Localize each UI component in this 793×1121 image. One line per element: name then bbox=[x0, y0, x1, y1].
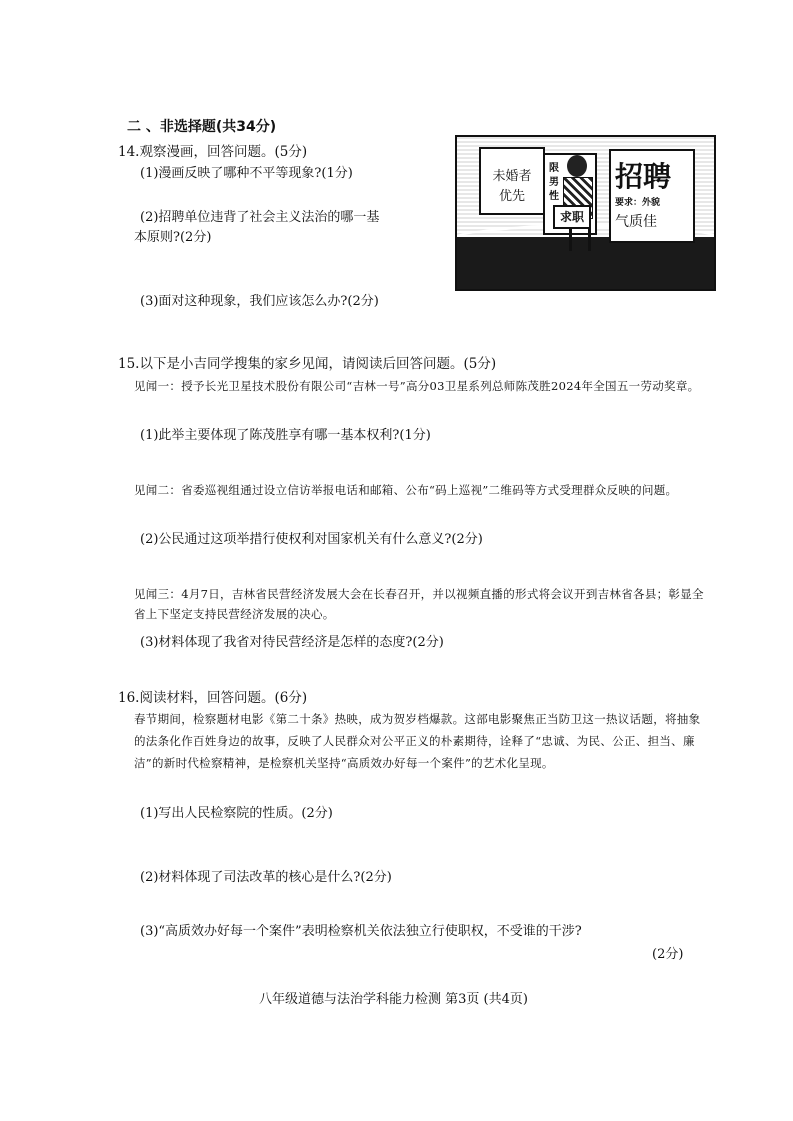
sign-left-line2: 优先 bbox=[498, 189, 525, 204]
q16-sub3-score: (2分) bbox=[652, 947, 684, 962]
sign-mid-line1: 限 bbox=[549, 163, 559, 174]
sign-unmarried-first bbox=[479, 147, 545, 215]
sign-mid-line2: 男 bbox=[549, 177, 559, 188]
cartoon-image bbox=[455, 135, 716, 291]
sign-right-requirement: 要求：外貌 bbox=[615, 198, 661, 208]
q16-material: 春节期间，检察题材电影《第二十条》热映，成为贺岁档爆款。这部电影聚焦正当防卫这一热议话题，将抽象的法条化作百姓身边的故事，反映了人民群众对公平正义的朴素期待，诠释了“忠诚、为民、公正、担当、廉洁”的新时代检察精神，是检察机关坚持“高质效办好每一个案件”的艺术化呈现。 bbox=[134, 712, 701, 770]
q15-material2: 见闻二：省委巡视组通过设立信访举报电话和邮箱、公布“码上巡视”二维码等方式受理群众反映的问题。 bbox=[134, 483, 678, 497]
q16-stem: 16.阅读材料，回答问题。(6分) bbox=[118, 690, 308, 706]
q16-sub1: (1)写出人民检察院的性质。(2分) bbox=[140, 806, 333, 821]
q14-sub1: (1)漫画反映了哪种不平等现象?(1分) bbox=[140, 166, 353, 181]
job-seeker-sign: 求职 bbox=[553, 205, 591, 229]
section-title: 二 、非选择题(共34分) bbox=[127, 119, 277, 135]
q14-sub2-line1: (2)招聘单位违背了社会主义法治的哪一基 bbox=[140, 210, 380, 225]
q15-stem: 15.以下是小吉同学搜集的家乡见闻，请阅读后回答问题。(5分) bbox=[118, 356, 497, 372]
job-seeker-head bbox=[567, 155, 587, 177]
q15-material3: 见闻三：4月7日，吉林省民营经济发展大会在长春召开，并以视频直播的形式将会议开到吉林省各县；彰显全省上下坚定支持民营经济发展的决心。 bbox=[134, 587, 704, 621]
sign-right-title: 招聘 bbox=[615, 160, 672, 193]
q15-material1: 见闻一：授予长光卫星技术股份有限公司“吉林一号”高分03卫星系列总师陈茂胜2024年全国五一劳动奖章。 bbox=[134, 379, 700, 393]
q15-sub3: (3)材料体现了我省对待民营经济是怎样的态度?(2分) bbox=[140, 635, 444, 650]
sign-mid-line3: 性 bbox=[549, 191, 559, 202]
q16-sub3: (3)“高质效办好每一个案件”表明检察机关依法独立行使职权，不受谁的干涉? bbox=[140, 924, 582, 939]
q14-stem: 14.观察漫画，回答问题。(5分) bbox=[118, 144, 308, 160]
page-footer: 八年级道德与法治学科能力检测 第3页 (共4页) bbox=[259, 992, 528, 1007]
q15-sub2: (2)公民通过这项举措行使权利对国家机关有什么意义?(2分) bbox=[140, 532, 483, 547]
q16-sub2: (2)材料体现了司法改革的核心是什么?(2分) bbox=[140, 870, 392, 885]
q14-sub2-line2: 本原则?(2分) bbox=[134, 230, 212, 245]
sign-recruitment bbox=[609, 149, 695, 243]
q15-sub1: (1)此举主要体现了陈茂胜享有哪一基本权利?(1分) bbox=[140, 428, 431, 443]
sign-right-requirement2: 气质佳 bbox=[615, 214, 657, 230]
sign-left-line1: 未婚者 bbox=[492, 169, 532, 184]
q14-sub3: (3)面对这种现象，我们应该怎么办?(2分) bbox=[140, 294, 379, 309]
